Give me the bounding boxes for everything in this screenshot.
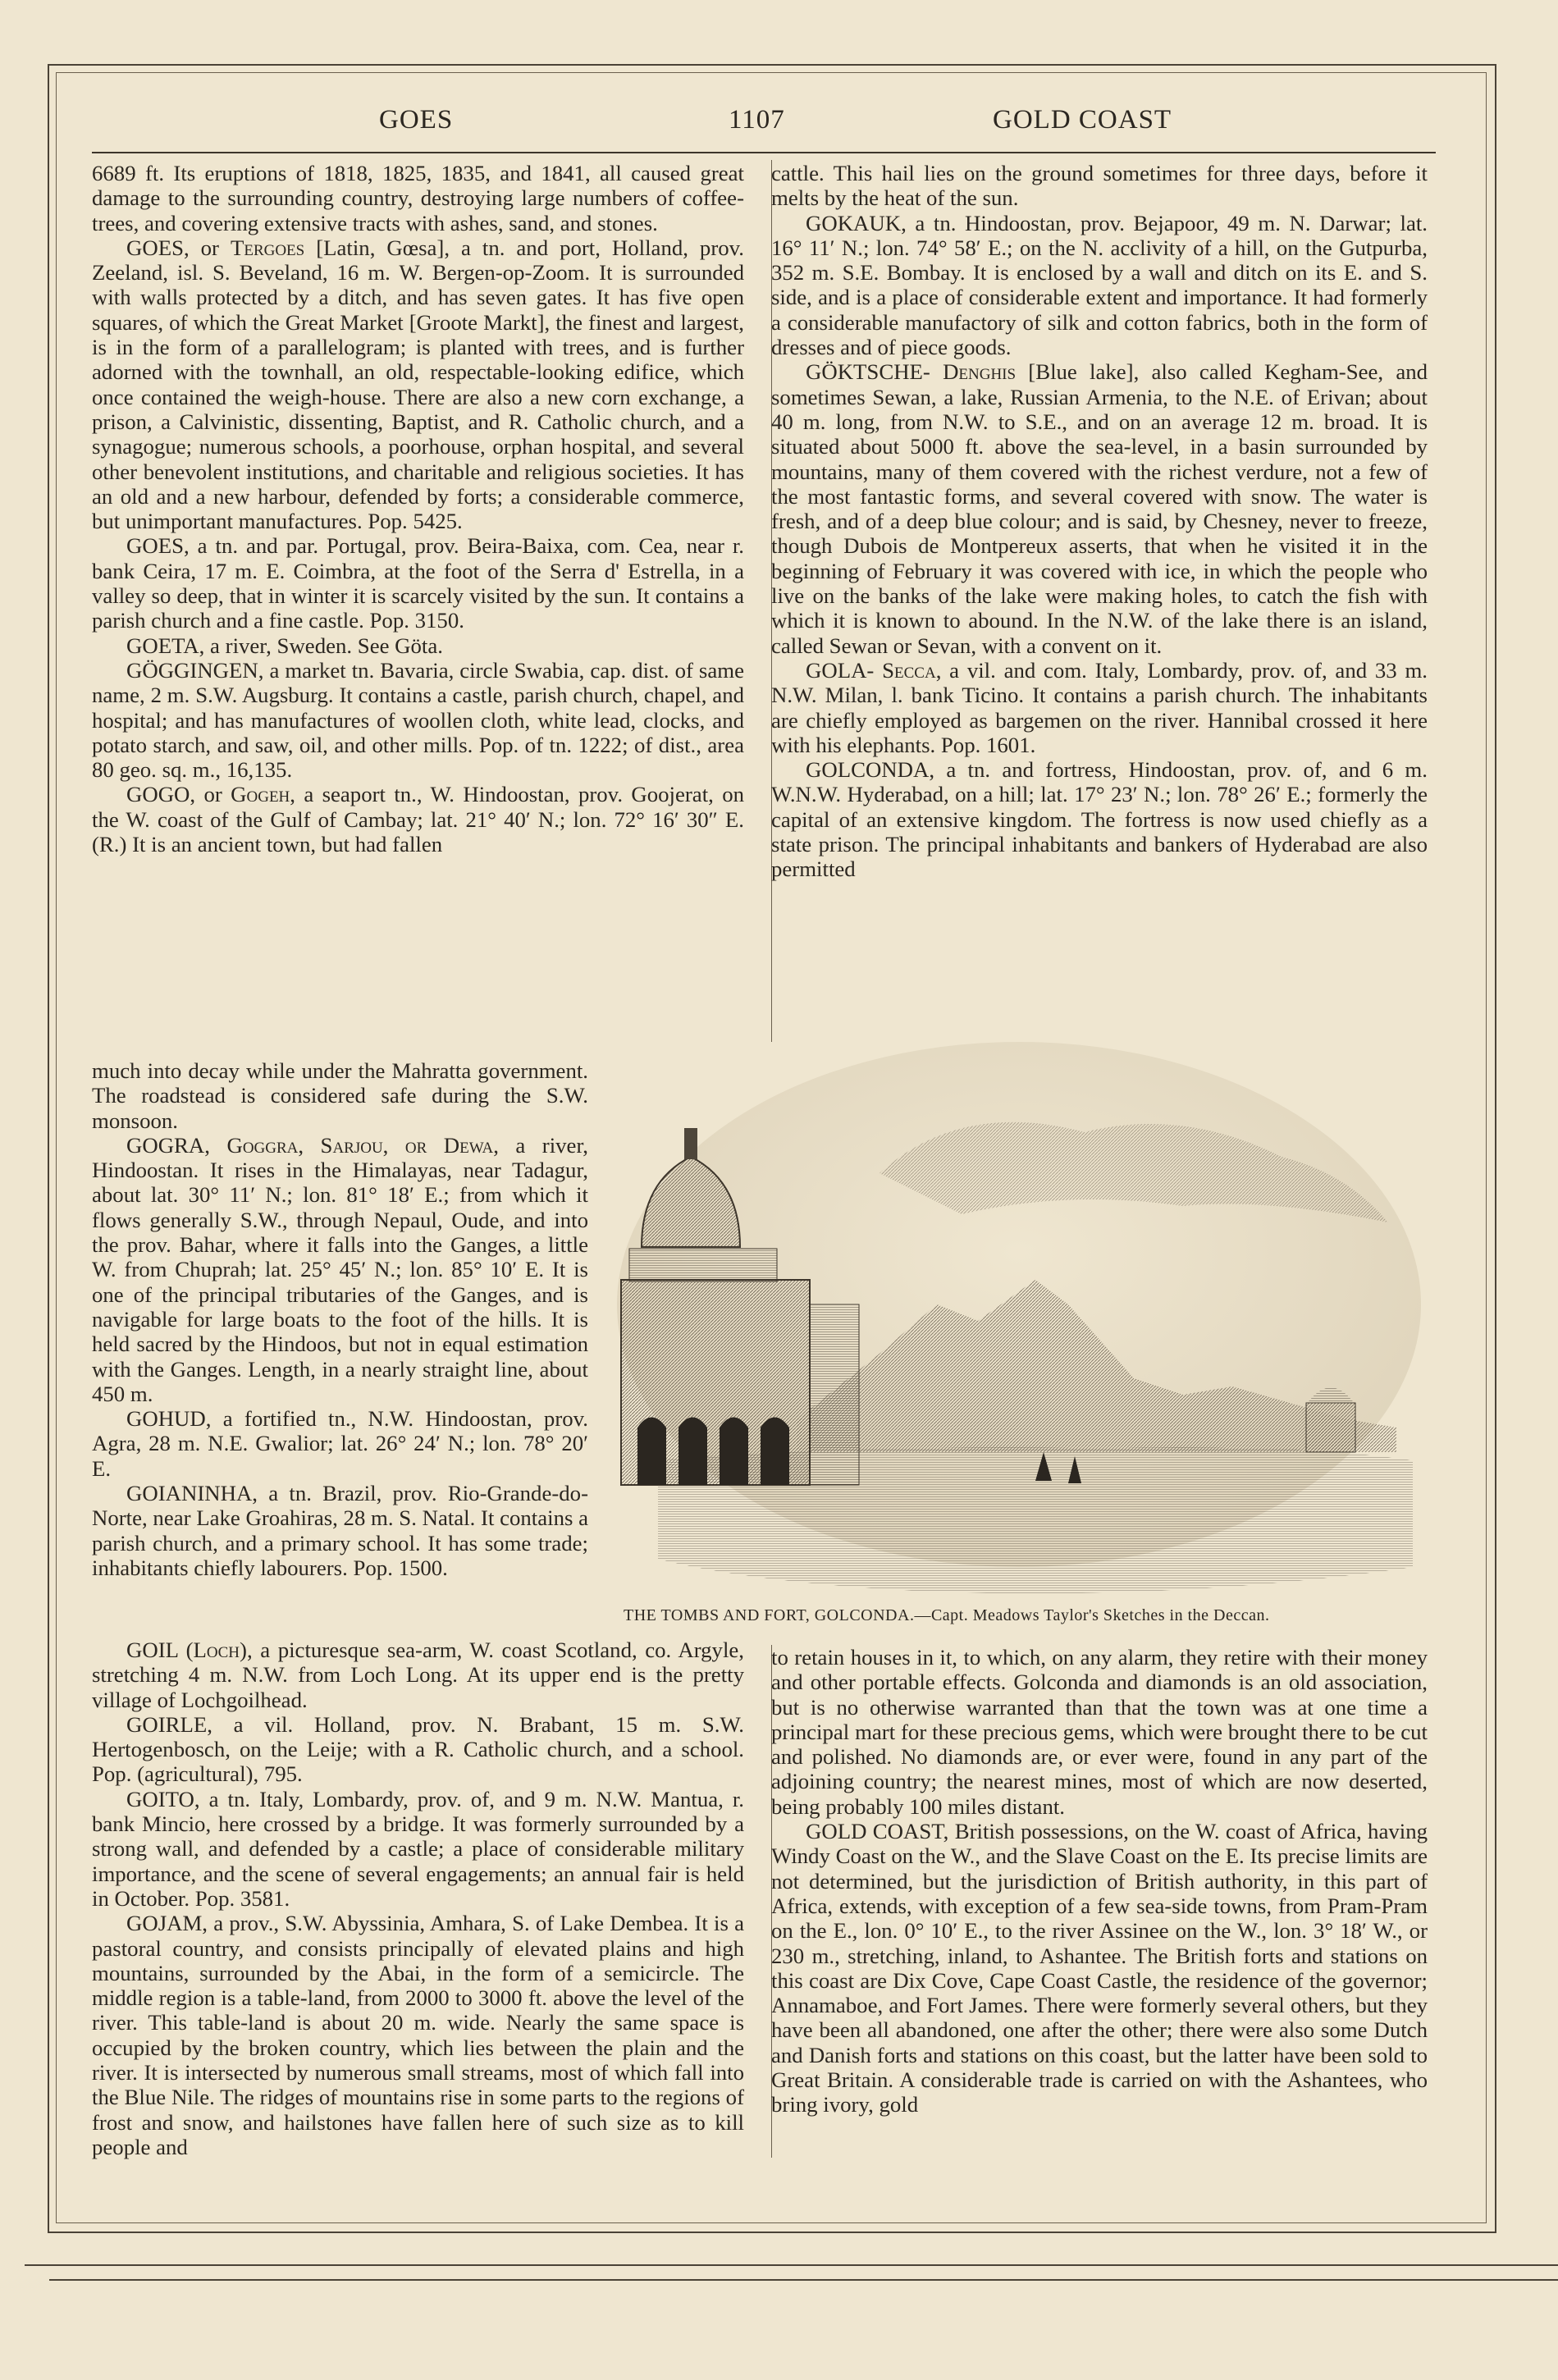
entry-headword: GOETA, [126,633,211,658]
entry-headword: GOLD COAST, [806,1819,955,1844]
entry-text: a vil. Holland, prov. N. Brabant, 15 m. S.W. Hertogenbosch, on the Leije; with a R. Catholic church, and a school. Pop. (agricultural), 795. [92,1711,744,1787]
entry-text: much into decay while under the Mahratta government. The roadstead is considered safe during the S.W. monsoon. [92,1058,588,1133]
entry-headword: GOKAUK, [806,210,916,235]
entry-headword: GOIANINHA, [126,1481,269,1506]
entry-headword: GOGO, or [126,782,231,807]
entry-variant: Denghis [943,359,1017,385]
entry-headword: GOJAM, [126,1911,214,1936]
entry-paragraph [92,782,744,857]
entry-headword: GÖKTSCHE- [806,359,943,385]
entry-paragraph [92,1638,744,1712]
tomb-tower [810,1304,859,1485]
entry-text: , a seaport tn., W. Hindoostan, prov. Goojerat, on the W. coast of the Gulf of Cambay; lat. 21° 40′ N.; lon. 72° 16′ 30″ E. (R.) It is an ancient town, but had fallen [92,782,745,857]
entry-text: 6689 ft. Its eruptions of 1818, 1825, 1835, and 1841, all caused great damage to the surrounding country, destroying large numbers of coffee-trees, and covering extensive tracts with ashes, sand, and stones. [92,161,744,235]
entry-headword: GOGRA, [126,1132,227,1158]
distant-tomb [1306,1403,1355,1452]
entry-headword: GOES, or [126,235,231,260]
entry-headword: GOES, [126,533,198,559]
bottom-rule-2 [49,2279,1558,2281]
entry-variant: (Loch) [185,1638,247,1662]
entry-paragraph [92,633,744,658]
entry-text: a tn. Italy, Lombardy, prov. of, and 9 m. N.W. Mantua, r. bank Mincio, here crossed by a bridge. It was formerly surrounded by a strong wall, and defended by a castle; a place of considerable military importance, and the scene of several engagements; an annual fair is held in October. Pop. 3581. [92,1786,744,1911]
entry-text: [Blue lake], also called Kegham-See, and sometimes Sewan, a lake, Russian Armenia, to the N.E. of Erivan; about 40 m. long, from N.W. to S.E., and on an average 12 m. broad. It is situated about 5000 ft. above the sea-level, in a basin surrounded by mountains, many of them covered with the richest verdure, not a few of the most fantastic forms, and several covered with snow. The water is fresh, and of a deep blue colour; and is said, by Chesney, never to freeze, though Dubois de Montpereux asserts, that when he visited it in the beginning of February it was covered with ice, in which the people who live on the banks of the lake were making holes, to catch the fish with which it is known to abound. In the N.W. of the lake there is an island, called Sewan or Sevan, with a convent on it. [771,359,1428,658]
illustration-caption: THE TOMBS AND FORT, GOLCONDA.—Capt. Meadows Taylor's Sketches in the Deccan. [624,1606,1270,1624]
left-column-top [92,161,744,857]
engraving-golconda [609,1034,1429,1600]
page-number: 1107 [729,105,785,135]
entry-text: a fortified tn., N.W. Hindoostan, prov. Agra, 28 m. N.E. Gwalior; lat. 26° 24′ N.; lon. 78° 20′ E. [92,1406,588,1481]
entry-paragraph [92,1712,744,1787]
header-right: GOLD COAST [993,105,1172,135]
right-column-bottom [771,1645,1428,2117]
entry-headword: GOITO, [126,1786,209,1811]
entry-headword: GOHUD, [126,1406,223,1432]
entry-text: a tn. Brazil, prov. Rio-Grande-do-Norte, near Lake Groahiras, 28 m. S. Natal. It contains a parish church, and a primary school. It has some trade; inhabitants chiefly labourers. Pop. 1500. [92,1481,588,1580]
entry-text: a market tn. Bavaria, circle Swabia, cap. dist. of same name, 2 m. S.W. Augsburg. It contains a castle, parish church, chapel, and hospital; and has manufactures of woollen cloth, white lead, clocks, and potato starch, and saw, oil, and other mills. Pop. of tn. 1222; of dist., area 80 geo. sq. m., 16,135. [92,657,744,783]
right-column-top [771,161,1428,882]
entry-variant: Gogeh [231,782,290,807]
entry-text: [Latin, Gœsa], a tn. and port, Holland, prov. Zeeland, isl. S. Beveland, 16 m. W. Bergen-op-Zoom. It is surrounded with walls protected by a ditch, and has seven gates. It has five open squares, of which the Great Market [Groote Markt], the finest and largest, is in the form of a parallelogram; is planted with trees, and is further adorned with the townhall, an old, respectable-looking edifice, which once contained the weigh-house. There are also a new corn exchange, a prison, a Calvinistic, dissenting, Baptist, and R. Catholic church, and a synagogue; numerous schools, a poorhouse, orphan hospital, and several other benevolent institutions, and charitable and religious societies. It has an old and a new harbour, defended by forts; a considerable commerce, but unimportant manufactures. Pop. 5425. [92,235,744,534]
entry-paragraph [92,1406,588,1481]
entry-paragraph [771,1819,1428,2117]
entry-headword: GÖGGINGEN, [126,657,270,683]
entry-paragraph [771,359,1428,658]
left-column-narrow [92,1058,588,1580]
entry-text: a tn. Hindoostan, prov. Bejapoor, 49 m. N. Darwar; lat. 16° 11′ N.; lon. 74° 58′ E.; on the N. acclivity of a hill, on the Gutpurba, 352 m. S.E. Bombay. It is enclosed by a wall and ditch on its E. and S. side, and is a place of considerable extent and importance. It had formerly a considerable manufactory of silk and cotton fabrics, both in the form of dresses and of piece goods. [771,210,1428,360]
bottom-rule [25,2264,1558,2266]
entry-paragraph [92,1481,588,1580]
entry-paragraph [92,1787,744,1911]
entry-paragraph [92,1133,588,1406]
entry-variant: Goggra, Sarjou, or Dewa [226,1132,494,1158]
entry-variant: Tergoes [230,235,305,260]
entry-headword: GOLA- [806,657,883,683]
entry-paragraph [771,1645,1428,1819]
tomb-upper [629,1249,777,1281]
entry-paragraph [92,161,744,235]
entry-variant: Secca [882,657,936,683]
entry-text: a prov., S.W. Abyssinia, Amhara, S. of Lake Dembea. It is a pastoral country, and consists principally of elevated plains and high mountains, surrounded by the Abai, in the form of a semicircle. The middle region is a table-land, from 2000 to 3000 ft. above the level of the river. This table-land is about 20 m. wide. Nearly the same space is occupied by the broken country, which lies between the plain and the river. It is intersected by numerous small streams, most of which fall into the Blue Nile. The ridges of mountains rise in some parts to the regions of frost and snow, and hailstones have fallen here of such size as to kill people and [92,1911,744,2159]
entry-text: a tn. and par. Portugal, prov. Beira-Baixa, com. Cea, near r. bank Ceira, 17 m. E. Coimbra, at the foot of the Serra d' Estrella, in a valley so deep, that in winter it is scarcely visited by the sun. It contains a parish church and a fine castle. Pop. 3150. [92,533,744,633]
entry-paragraph [92,658,744,782]
entry-paragraph [771,211,1428,360]
entry-paragraph [771,161,1428,211]
entry-paragraph [771,757,1428,881]
entry-paragraph [92,533,744,633]
entry-text: cattle. This hail lies on the ground sometimes for three days, before it melts by the heat of the sun. [771,161,1428,211]
entry-text: a river, Sweden. See Göta. [210,633,443,658]
entry-text: , a river, Hindoostan. It rises in the Himalayas, near Tadagur, about lat. 30° 11′ N.; lon. 81° 18′ E.; from which it flows generally S.W., through Nepaul, Oude, and into the prov. Bahar, where it falls into the Ganges, a little W. from Chuprah; lat. 25° 45′ N.; lon. 85° 10′ E. It is one of the principal tributaries of the Ganges, and is navigable for large boats to the foot of the hills. It is held sacred by the Hindoos, but not in equal estimation with the Ganges. Length, in a nearly straight line, about 450 m. [92,1132,589,1406]
entry-text: , a picturesque sea-arm, W. coast Scotland, co. Argyle, stretching 4 m. N.W. from Loch Long. At its upper end is the pretty village of Lochgoilhead. [92,1638,744,1712]
entry-headword: GOLCONDA, [806,757,947,783]
entry-paragraph [771,658,1428,757]
left-column-bottom [92,1638,744,2159]
dome-finial [684,1128,697,1159]
entry-headword: GOIRLE, [126,1711,234,1737]
entry-headword: GOIL [126,1638,186,1662]
entry-text: to retain houses in it, to which, on any alarm, they retire with their money and other portable effects. Golconda and diamonds is an old association, but is no otherwise warranted than that the town was at one time a principal mart for these precious gems, which were brought there to be cut and polished. No diamonds are, or ever were, found in any part of the adjoining country; the nearest mines, most of which are now deserted, being probably 100 miles distant. [771,1645,1428,1819]
entry-text: British possessions, on the W. coast of Africa, having Windy Coast on the W., and the Slave Coast on the E. Its precise limits are not determined, but the jurisdiction of British authority, in this part of Africa, extends, with exception of a few sea-side towns, from Pram-Pram on the E., lon. 0° 10′ E., to the river Assinee on the W., lon. 3° 18′ W., or 230 m., stretching, inland, to Ashantee. The British forts and stations on this coast are Dix Cove, Cape Coast Castle, the residence of the governor; Annamaboe, and Fort James. There were formerly several others, but they have been all abandoned, one after the other; there were also some Dutch and Danish forts and stations on this coast, but the latter have been sold to Great Britain. A considerable trade is carried on with the Ashantees, who bring ivory, gold [771,1819,1428,2117]
entry-paragraph [92,235,744,534]
entry-text: , a vil. and com. Italy, Lombardy, prov. of, and 33 m. N.W. Milan, l. bank Ticino. It contains a parish church. The inhabitants are chiefly employed as bargemen on the river. Hannibal crossed it here with his elephants. Pop. 1601. [771,657,1428,757]
entry-text: a tn. and fortress, Hindoostan, prov. of, and 6 m. W.N.W. Hyderabad, on a hill; lat. 17° 23′ N.; lon. 78° 26′ E.; formerly the capital of an extensive kingdom. The fortress is now used chiefly as a state prison. The principal inhabitants and bankers of Hyderabad are also permitted [771,757,1428,882]
entry-paragraph [92,1911,744,2159]
entry-paragraph [92,1058,588,1133]
header-rule [92,152,1436,153]
header-left: GOES [379,105,454,135]
